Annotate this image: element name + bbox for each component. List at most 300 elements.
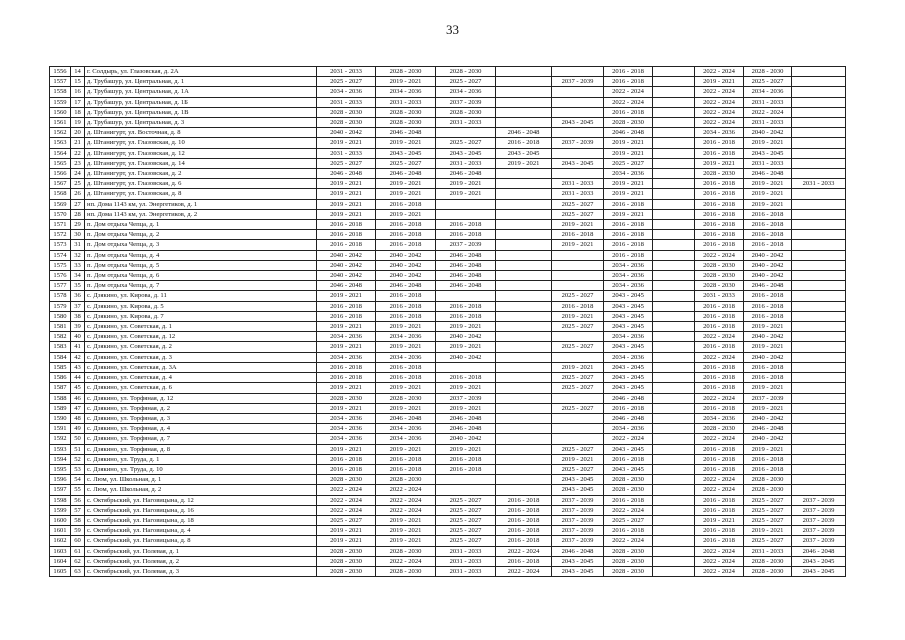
period-cell: 2016 - 2018 xyxy=(744,240,792,250)
period-cell xyxy=(653,464,695,474)
period-cell: 2019 - 2021 xyxy=(744,342,792,352)
table-row xyxy=(50,362,846,372)
period-cell xyxy=(436,128,496,138)
period-cell: 2016 - 2018 xyxy=(376,230,436,240)
period-cell: 2028 - 2030 xyxy=(317,475,376,485)
period-cell xyxy=(496,352,552,362)
index-cell: 1587 xyxy=(50,383,71,393)
address-cell: с. Дзякино, ул. Советская, д. 6 xyxy=(85,383,317,393)
period-cell: 2031 - 2033 xyxy=(436,158,496,168)
period-cell: 2043 - 2045 xyxy=(792,566,846,576)
period-cell: 2028 - 2030 xyxy=(376,566,436,576)
period-cell: 2019 - 2021 xyxy=(317,536,376,546)
period-cell: 2025 - 2027 xyxy=(552,199,604,209)
period-cell: 2037 - 2039 xyxy=(552,138,604,148)
index-cell: 58 xyxy=(71,515,85,525)
index-cell: 1580 xyxy=(50,311,71,321)
table-row xyxy=(50,260,846,270)
period-cell: 2019 - 2021 xyxy=(317,526,376,536)
table-row xyxy=(50,271,846,281)
period-cell xyxy=(653,118,695,128)
period-cell: 2028 - 2030 xyxy=(376,393,436,403)
period-cell xyxy=(496,199,552,209)
index-cell: 15 xyxy=(71,77,85,87)
period-cell: 2019 - 2021 xyxy=(552,454,604,464)
index-cell: 1591 xyxy=(50,424,71,434)
period-cell xyxy=(653,220,695,230)
period-cell: 2016 - 2018 xyxy=(744,362,792,372)
period-cell xyxy=(496,118,552,128)
period-cell: 2016 - 2018 xyxy=(496,556,552,566)
period-cell: 2025 - 2027 xyxy=(552,383,604,393)
index-cell: 30 xyxy=(71,230,85,240)
index-cell: 1574 xyxy=(50,250,71,260)
table-row xyxy=(50,67,846,77)
period-cell xyxy=(792,373,846,383)
period-cell: 2022 - 2024 xyxy=(695,250,744,260)
table-row xyxy=(50,158,846,168)
period-cell: 2028 - 2030 xyxy=(376,107,436,117)
period-cell: 2034 - 2036 xyxy=(376,352,436,362)
period-cell: 2016 - 2018 xyxy=(436,311,496,321)
period-cell xyxy=(552,413,604,423)
index-cell: 45 xyxy=(71,383,85,393)
period-cell xyxy=(496,311,552,321)
period-cell xyxy=(792,291,846,301)
period-cell: 2034 - 2036 xyxy=(317,434,376,444)
table-row xyxy=(50,332,846,342)
address-cell: с. Октябрьский, ул. Наговицына, д. 18 xyxy=(85,515,317,525)
index-cell: 1595 xyxy=(50,464,71,474)
period-cell: 2031 - 2033 xyxy=(744,118,792,128)
period-cell: 2046 - 2048 xyxy=(317,281,376,291)
index-cell: 1559 xyxy=(50,97,71,107)
period-cell: 2040 - 2042 xyxy=(744,271,792,281)
period-cell: 2016 - 2018 xyxy=(744,454,792,464)
address-cell: с. Дзякино, ул. Советская, д. 3 xyxy=(85,352,317,362)
period-cell: 2034 - 2036 xyxy=(317,413,376,423)
period-cell: 2034 - 2036 xyxy=(604,352,653,362)
period-cell: 2016 - 2018 xyxy=(376,199,436,209)
table-row xyxy=(50,118,846,128)
period-cell xyxy=(653,128,695,138)
index-cell: 44 xyxy=(71,373,85,383)
period-cell: 2043 - 2045 xyxy=(604,322,653,332)
table-row xyxy=(50,342,846,352)
index-cell: 1594 xyxy=(50,454,71,464)
period-cell: 2019 - 2021 xyxy=(744,383,792,393)
period-cell: 2037 - 2039 xyxy=(792,515,846,525)
index-cell: 1556 xyxy=(50,67,71,77)
period-cell xyxy=(496,464,552,474)
period-cell: 2019 - 2021 xyxy=(376,77,436,87)
index-cell: 1567 xyxy=(50,179,71,189)
period-cell: 2040 - 2042 xyxy=(376,260,436,270)
address-cell: п. Дом отдыха Чепца, д. 1 xyxy=(85,220,317,230)
address-cell: нп. Дома 1143 км, ул. Энергетиков, д. 1 xyxy=(85,199,317,209)
period-cell: 2046 - 2048 xyxy=(376,413,436,423)
table-row xyxy=(50,87,846,97)
table-row xyxy=(50,179,846,189)
period-cell: 2025 - 2027 xyxy=(744,77,792,87)
period-cell: 2019 - 2021 xyxy=(317,322,376,332)
period-cell xyxy=(792,240,846,250)
period-cell xyxy=(552,97,604,107)
period-cell xyxy=(792,352,846,362)
period-cell xyxy=(496,444,552,454)
period-cell: 2028 - 2030 xyxy=(604,475,653,485)
index-cell: 16 xyxy=(71,87,85,97)
period-cell: 2034 - 2036 xyxy=(317,87,376,97)
period-cell: 2028 - 2030 xyxy=(604,485,653,495)
period-cell: 2016 - 2018 xyxy=(604,403,653,413)
period-cell xyxy=(792,189,846,199)
period-cell: 2037 - 2039 xyxy=(436,97,496,107)
period-cell: 2019 - 2021 xyxy=(376,403,436,413)
period-cell: 2019 - 2021 xyxy=(376,322,436,332)
period-cell xyxy=(552,148,604,158)
period-cell: 2016 - 2018 xyxy=(695,148,744,158)
period-cell: 2016 - 2018 xyxy=(604,230,653,240)
period-cell xyxy=(653,271,695,281)
period-cell: 2016 - 2018 xyxy=(744,209,792,219)
period-cell xyxy=(496,362,552,372)
period-cell: 2016 - 2018 xyxy=(496,526,552,536)
period-cell: 2031 - 2033 xyxy=(376,97,436,107)
address-cell: п. Дом отдыха Чепца, д. 6 xyxy=(85,271,317,281)
period-cell: 2016 - 2018 xyxy=(317,220,376,230)
index-cell: 1577 xyxy=(50,281,71,291)
period-cell xyxy=(496,332,552,342)
period-cell: 2046 - 2048 xyxy=(436,281,496,291)
period-cell xyxy=(792,87,846,97)
period-cell xyxy=(792,118,846,128)
period-cell: 2037 - 2039 xyxy=(436,240,496,250)
table-row xyxy=(50,138,846,148)
period-cell xyxy=(653,362,695,372)
period-cell: 2034 - 2036 xyxy=(376,332,436,342)
period-cell: 2019 - 2021 xyxy=(552,311,604,321)
period-cell xyxy=(653,413,695,423)
period-cell: 2031 - 2033 xyxy=(744,97,792,107)
index-cell: 1596 xyxy=(50,475,71,485)
period-cell xyxy=(653,67,695,77)
period-cell xyxy=(552,260,604,270)
period-cell xyxy=(496,475,552,485)
period-cell xyxy=(792,485,846,495)
address-cell: с. Дзякино, ул. Торфяная, д. 12 xyxy=(85,393,317,403)
index-cell: 59 xyxy=(71,526,85,536)
address-cell: нп. Дома 1143 км, ул. Энергетиков, д. 2 xyxy=(85,209,317,219)
period-cell xyxy=(436,362,496,372)
period-cell: 2025 - 2027 xyxy=(436,77,496,87)
period-cell xyxy=(653,169,695,179)
index-cell: 17 xyxy=(71,97,85,107)
period-cell: 2016 - 2018 xyxy=(496,495,552,505)
index-cell: 51 xyxy=(71,444,85,454)
index-cell: 47 xyxy=(71,403,85,413)
period-cell: 2025 - 2027 xyxy=(744,495,792,505)
period-cell xyxy=(792,271,846,281)
period-cell: 2022 - 2024 xyxy=(376,495,436,505)
period-cell: 2016 - 2018 xyxy=(436,301,496,311)
index-cell: 39 xyxy=(71,322,85,332)
period-cell: 2031 - 2033 xyxy=(436,546,496,556)
period-cell xyxy=(496,220,552,230)
period-cell: 2046 - 2048 xyxy=(436,169,496,179)
period-cell: 2022 - 2024 xyxy=(317,485,376,495)
table-row xyxy=(50,505,846,515)
period-cell: 2016 - 2018 xyxy=(604,67,653,77)
period-cell: 2016 - 2018 xyxy=(436,464,496,474)
period-cell: 2019 - 2021 xyxy=(317,209,376,219)
period-cell: 2031 - 2033 xyxy=(552,189,604,199)
period-cell: 2016 - 2018 xyxy=(376,464,436,474)
address-cell: с. Дзякино, ул. Кирова, д. 11 xyxy=(85,291,317,301)
index-cell: 62 xyxy=(71,556,85,566)
index-cell: 1602 xyxy=(50,536,71,546)
period-cell: 2019 - 2021 xyxy=(317,444,376,454)
address-cell: с. Дзякино, ул. Торфяная, д. 4 xyxy=(85,424,317,434)
index-cell: 38 xyxy=(71,311,85,321)
table-row xyxy=(50,199,846,209)
index-cell: 24 xyxy=(71,169,85,179)
period-cell: 2016 - 2018 xyxy=(436,220,496,230)
period-cell: 2043 - 2045 xyxy=(552,485,604,495)
period-cell: 2025 - 2027 xyxy=(552,403,604,413)
address-cell: п. Дом отдыха Чепца, д. 3 xyxy=(85,240,317,250)
address-cell: д. Штанигурт, ул. Глазовская, д. 12 xyxy=(85,148,317,158)
period-cell: 2016 - 2018 xyxy=(496,515,552,525)
index-cell: 1601 xyxy=(50,526,71,536)
table-row xyxy=(50,464,846,474)
table-row xyxy=(50,311,846,321)
period-cell: 2043 - 2045 xyxy=(604,362,653,372)
period-cell xyxy=(496,240,552,250)
period-cell: 2034 - 2036 xyxy=(604,424,653,434)
index-cell: 1564 xyxy=(50,148,71,158)
index-cell: 1557 xyxy=(50,77,71,87)
period-cell: 2019 - 2021 xyxy=(436,383,496,393)
period-cell xyxy=(653,332,695,342)
period-cell: 2040 - 2042 xyxy=(376,271,436,281)
period-cell xyxy=(653,179,695,189)
period-cell xyxy=(496,250,552,260)
period-cell: 2031 - 2033 xyxy=(317,148,376,158)
index-cell: 1604 xyxy=(50,556,71,566)
index-cell: 1566 xyxy=(50,169,71,179)
address-cell: д. Трубашур, ул. Центральная, д. 1 xyxy=(85,77,317,87)
address-cell: д. Штанигурт, ул. Глазовская, д. 8 xyxy=(85,189,317,199)
address-cell: д. Трубашур, ул. Центральная, д. 1А xyxy=(85,87,317,97)
period-cell xyxy=(496,209,552,219)
period-cell xyxy=(552,393,604,403)
index-cell: 1598 xyxy=(50,495,71,505)
address-cell: д. Штанигурт, ул. Глазовская, д. 2 xyxy=(85,169,317,179)
period-cell: 2043 - 2045 xyxy=(552,118,604,128)
index-cell: 54 xyxy=(71,475,85,485)
period-cell: 2016 - 2018 xyxy=(376,311,436,321)
period-cell: 2046 - 2048 xyxy=(744,169,792,179)
period-cell: 2016 - 2018 xyxy=(695,362,744,372)
period-cell: 2016 - 2018 xyxy=(317,230,376,240)
period-cell: 2046 - 2048 xyxy=(317,169,376,179)
period-cell: 2016 - 2018 xyxy=(695,199,744,209)
period-cell xyxy=(792,209,846,219)
index-cell: 1579 xyxy=(50,301,71,311)
period-cell: 2019 - 2021 xyxy=(376,209,436,219)
index-cell: 1575 xyxy=(50,260,71,270)
period-cell: 2019 - 2021 xyxy=(552,362,604,372)
period-cell xyxy=(496,434,552,444)
period-cell: 2037 - 2039 xyxy=(552,77,604,87)
period-cell: 2028 - 2030 xyxy=(744,556,792,566)
period-cell: 2016 - 2018 xyxy=(317,311,376,321)
period-cell xyxy=(653,424,695,434)
address-cell: с. Дзякино, ул. Советская, д. 12 xyxy=(85,332,317,342)
period-cell: 2016 - 2018 xyxy=(317,464,376,474)
period-cell: 2037 - 2039 xyxy=(436,393,496,403)
period-cell: 2016 - 2018 xyxy=(436,373,496,383)
table-row xyxy=(50,546,846,556)
index-cell: 60 xyxy=(71,536,85,546)
period-cell xyxy=(792,332,846,342)
index-cell: 1581 xyxy=(50,322,71,332)
period-cell: 2040 - 2042 xyxy=(376,250,436,260)
period-cell xyxy=(653,454,695,464)
period-cell: 2016 - 2018 xyxy=(552,301,604,311)
period-cell: 2046 - 2048 xyxy=(496,128,552,138)
period-cell xyxy=(792,107,846,117)
table-row xyxy=(50,566,846,576)
period-cell: 2043 - 2045 xyxy=(604,342,653,352)
index-cell: 1572 xyxy=(50,230,71,240)
index-cell: 57 xyxy=(71,505,85,515)
period-cell: 2022 - 2024 xyxy=(744,107,792,117)
period-cell: 2019 - 2021 xyxy=(436,342,496,352)
index-cell: 1583 xyxy=(50,342,71,352)
period-cell: 2016 - 2018 xyxy=(376,373,436,383)
period-cell: 2016 - 2018 xyxy=(317,373,376,383)
period-cell: 2037 - 2039 xyxy=(552,495,604,505)
period-cell: 2034 - 2036 xyxy=(604,281,653,291)
period-cell: 2016 - 2018 xyxy=(317,240,376,250)
period-cell xyxy=(496,322,552,332)
index-cell: 25 xyxy=(71,179,85,189)
index-cell: 1584 xyxy=(50,352,71,362)
address-cell: д. Трубашур, ул. Центральная, д. 3 xyxy=(85,118,317,128)
index-cell: 40 xyxy=(71,332,85,342)
table-row xyxy=(50,189,846,199)
period-cell: 2022 - 2024 xyxy=(604,97,653,107)
period-cell: 2028 - 2030 xyxy=(604,546,653,556)
period-cell xyxy=(552,107,604,117)
period-cell xyxy=(496,454,552,464)
period-cell: 2016 - 2018 xyxy=(695,342,744,352)
period-cell: 2016 - 2018 xyxy=(695,301,744,311)
period-cell: 2019 - 2021 xyxy=(317,383,376,393)
table-row xyxy=(50,444,846,454)
period-cell xyxy=(552,169,604,179)
period-cell xyxy=(436,209,496,219)
period-cell: 2040 - 2042 xyxy=(317,260,376,270)
period-cell: 2043 - 2045 xyxy=(552,158,604,168)
period-cell: 2031 - 2033 xyxy=(436,566,496,576)
period-cell xyxy=(496,77,552,87)
index-cell: 1576 xyxy=(50,271,71,281)
index-cell: 35 xyxy=(71,281,85,291)
period-cell: 2046 - 2048 xyxy=(436,271,496,281)
period-cell xyxy=(792,393,846,403)
index-cell: 1570 xyxy=(50,209,71,219)
period-cell: 2034 - 2036 xyxy=(436,87,496,97)
period-cell xyxy=(496,373,552,383)
period-cell: 2034 - 2036 xyxy=(604,332,653,342)
period-cell: 2043 - 2045 xyxy=(552,556,604,566)
period-cell: 2022 - 2024 xyxy=(695,485,744,495)
table-row xyxy=(50,281,846,291)
index-cell: 1603 xyxy=(50,546,71,556)
period-cell xyxy=(792,383,846,393)
period-cell xyxy=(792,444,846,454)
table-row xyxy=(50,209,846,219)
table-row xyxy=(50,250,846,260)
period-cell: 2028 - 2030 xyxy=(604,118,653,128)
table-row xyxy=(50,230,846,240)
period-cell: 2019 - 2021 xyxy=(604,189,653,199)
period-cell xyxy=(792,434,846,444)
address-cell: с. Дзякино, ул. Труда, д. 10 xyxy=(85,464,317,474)
period-cell: 2034 - 2036 xyxy=(317,352,376,362)
table-row xyxy=(50,220,846,230)
period-cell xyxy=(653,536,695,546)
period-cell: 2016 - 2018 xyxy=(695,526,744,536)
period-cell: 2019 - 2021 xyxy=(744,199,792,209)
period-cell: 2028 - 2030 xyxy=(744,485,792,495)
period-cell: 2025 - 2027 xyxy=(552,342,604,352)
period-cell: 2016 - 2018 xyxy=(496,536,552,546)
period-cell: 2022 - 2024 xyxy=(695,332,744,342)
index-cell: 34 xyxy=(71,271,85,281)
period-cell: 2031 - 2033 xyxy=(436,118,496,128)
period-cell: 2031 - 2033 xyxy=(436,556,496,566)
address-cell: с. Октябрьский, ул. Наговицына, д. 16 xyxy=(85,505,317,515)
period-cell: 2025 - 2027 xyxy=(376,158,436,168)
period-cell: 2022 - 2024 xyxy=(376,556,436,566)
period-cell xyxy=(792,97,846,107)
period-cell xyxy=(792,281,846,291)
period-cell: 2034 - 2036 xyxy=(317,424,376,434)
period-cell: 2016 - 2018 xyxy=(695,179,744,189)
period-cell xyxy=(496,413,552,423)
period-cell xyxy=(496,179,552,189)
period-cell xyxy=(552,128,604,138)
period-cell: 2019 - 2021 xyxy=(744,403,792,413)
period-cell: 2016 - 2018 xyxy=(744,291,792,301)
period-cell: 2016 - 2018 xyxy=(695,220,744,230)
index-cell: 21 xyxy=(71,138,85,148)
period-cell: 2019 - 2021 xyxy=(317,189,376,199)
period-cell: 2031 - 2033 xyxy=(317,67,376,77)
period-cell: 2019 - 2021 xyxy=(436,444,496,454)
period-cell: 2025 - 2027 xyxy=(744,536,792,546)
period-cell: 2040 - 2042 xyxy=(744,332,792,342)
index-cell: 55 xyxy=(71,485,85,495)
address-cell: с. Дзякино, ул. Торфяная, д. 3 xyxy=(85,413,317,423)
period-cell: 2025 - 2027 xyxy=(744,515,792,525)
period-cell: 2043 - 2045 xyxy=(552,566,604,576)
period-cell: 2019 - 2021 xyxy=(376,342,436,352)
